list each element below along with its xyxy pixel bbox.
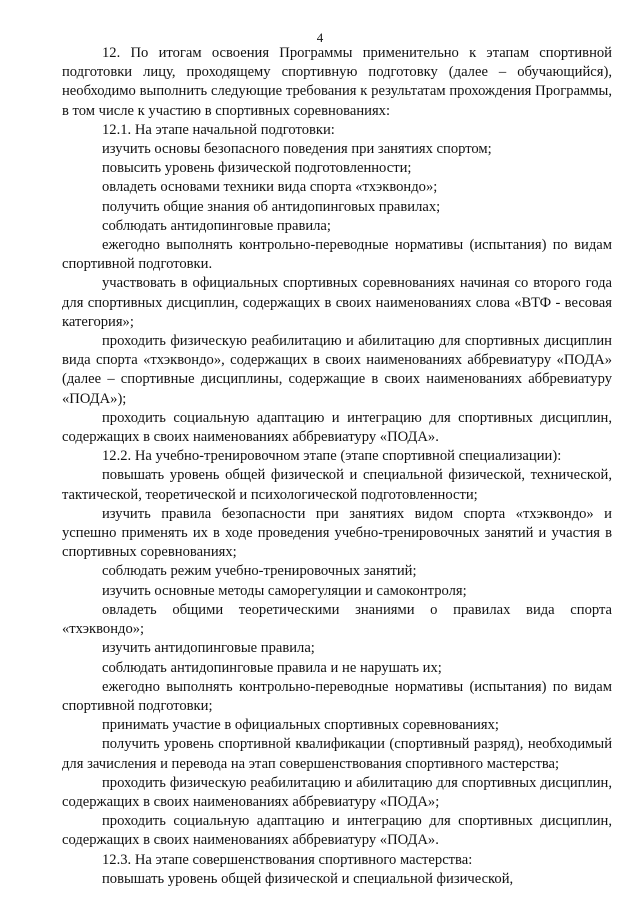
list-item: проходить социальную адаптацию и интеграцию для спортивных дисциплин, содержащих в своих наименованиях аббревиатуру «ПОДА». bbox=[62, 409, 612, 446]
list-item: овладеть основами техники вида спорта «тхэквондо»; bbox=[102, 179, 438, 196]
heading-12-2: 12.2. На учебно-тренировочном этапе (этапе спортивной специализации): bbox=[102, 448, 562, 465]
list-item: повышать уровень общей физической и специальной физической, технической, тактической, теоретической и психологической подготовленности; bbox=[62, 467, 612, 503]
list-item: получить уровень спортивной квалификации (спортивный разряд), необходимый для зачисления и перевода на этап совершенствования спортивного мастерства; bbox=[62, 736, 612, 772]
list-item: ежегодно выполнять контрольно-переводные нормативы (испытания) по видам спортивной подготовки; bbox=[62, 678, 612, 714]
list-item: изучить антидопинговые правила; bbox=[102, 640, 315, 657]
list-item: изучить основы безопасного поведения при занятиях спортом; bbox=[102, 141, 492, 158]
document-body bbox=[62, 44, 612, 889]
list-item: повысить уровень физической подготовленности; bbox=[102, 160, 412, 177]
list-item: участвовать в официальных спортивных соревнованиях начиная со второго года для спортивных дисциплин, содержащих в своих наименованиях слова «ВТФ - весовая категория»; bbox=[62, 275, 612, 330]
list-item: повышать уровень общей физической и специальной физической, bbox=[102, 870, 514, 887]
list-item: соблюдать режим учебно-тренировочных занятий; bbox=[102, 563, 417, 580]
list-item: принимать участие в официальных спортивных соревнованиях; bbox=[102, 717, 499, 734]
list-item: получить общие знания об антидопинговых правилах; bbox=[102, 198, 441, 215]
heading-12-3: 12.3. На этапе совершенствования спортивного мастерства: bbox=[102, 851, 473, 868]
list-item: соблюдать антидопинговые правила и не нарушать их; bbox=[102, 659, 442, 676]
list-item: изучить правила безопасности при занятиях видом спорта «тхэквондо» и успешно применять их в ходе проведения учебно-тренировочных занятий и участия в спортивных соревнованиях; bbox=[62, 505, 612, 561]
list-item: проходить социальную адаптацию и интеграцию для спортивных дисциплин, содержащих в своих наименованиях аббревиатуру «ПОДА». bbox=[62, 813, 612, 849]
list-item: овладеть общими теоретическими знаниями о правилах вида спорта «тхэквондо»; bbox=[62, 601, 612, 638]
page-number: 4 bbox=[316, 30, 324, 45]
heading-12-1: 12.1. На этапе начальной подготовки: bbox=[102, 121, 335, 138]
list-item: соблюдать антидопинговые правила; bbox=[102, 217, 331, 234]
list-item: изучить основные методы саморегуляции и самоконтроля; bbox=[102, 582, 467, 599]
list-item: ежегодно выполнять контрольно-переводные нормативы (испытания) по видам спортивной подготовки. bbox=[62, 237, 612, 273]
list-item: проходить физическую реабилитацию и абилитацию для спортивных дисциплин вида спорта «тхэквондо», содержащих в своих наименованиях аббревиатуру «ПОДА» (далее – спортивные дисциплины, содержащие в своих наименованиях аббревиатуру «ПОДА»); bbox=[62, 333, 612, 407]
list-item: проходить физическую реабилитацию и абилитацию для спортивных дисциплин, содержащих в своих наименованиях аббревиатуру «ПОДА»; bbox=[62, 774, 612, 810]
paragraph-12-intro: 12. По итогам освоения Программы применительно к этапам спортивной подготовки лицу, проходящему спортивную подготовку (далее – обучающийся), необходимо выполнить следующие требования к результатам прохождения Программы, в том числе к участию в спортивных соревнованиях: bbox=[62, 45, 612, 119]
